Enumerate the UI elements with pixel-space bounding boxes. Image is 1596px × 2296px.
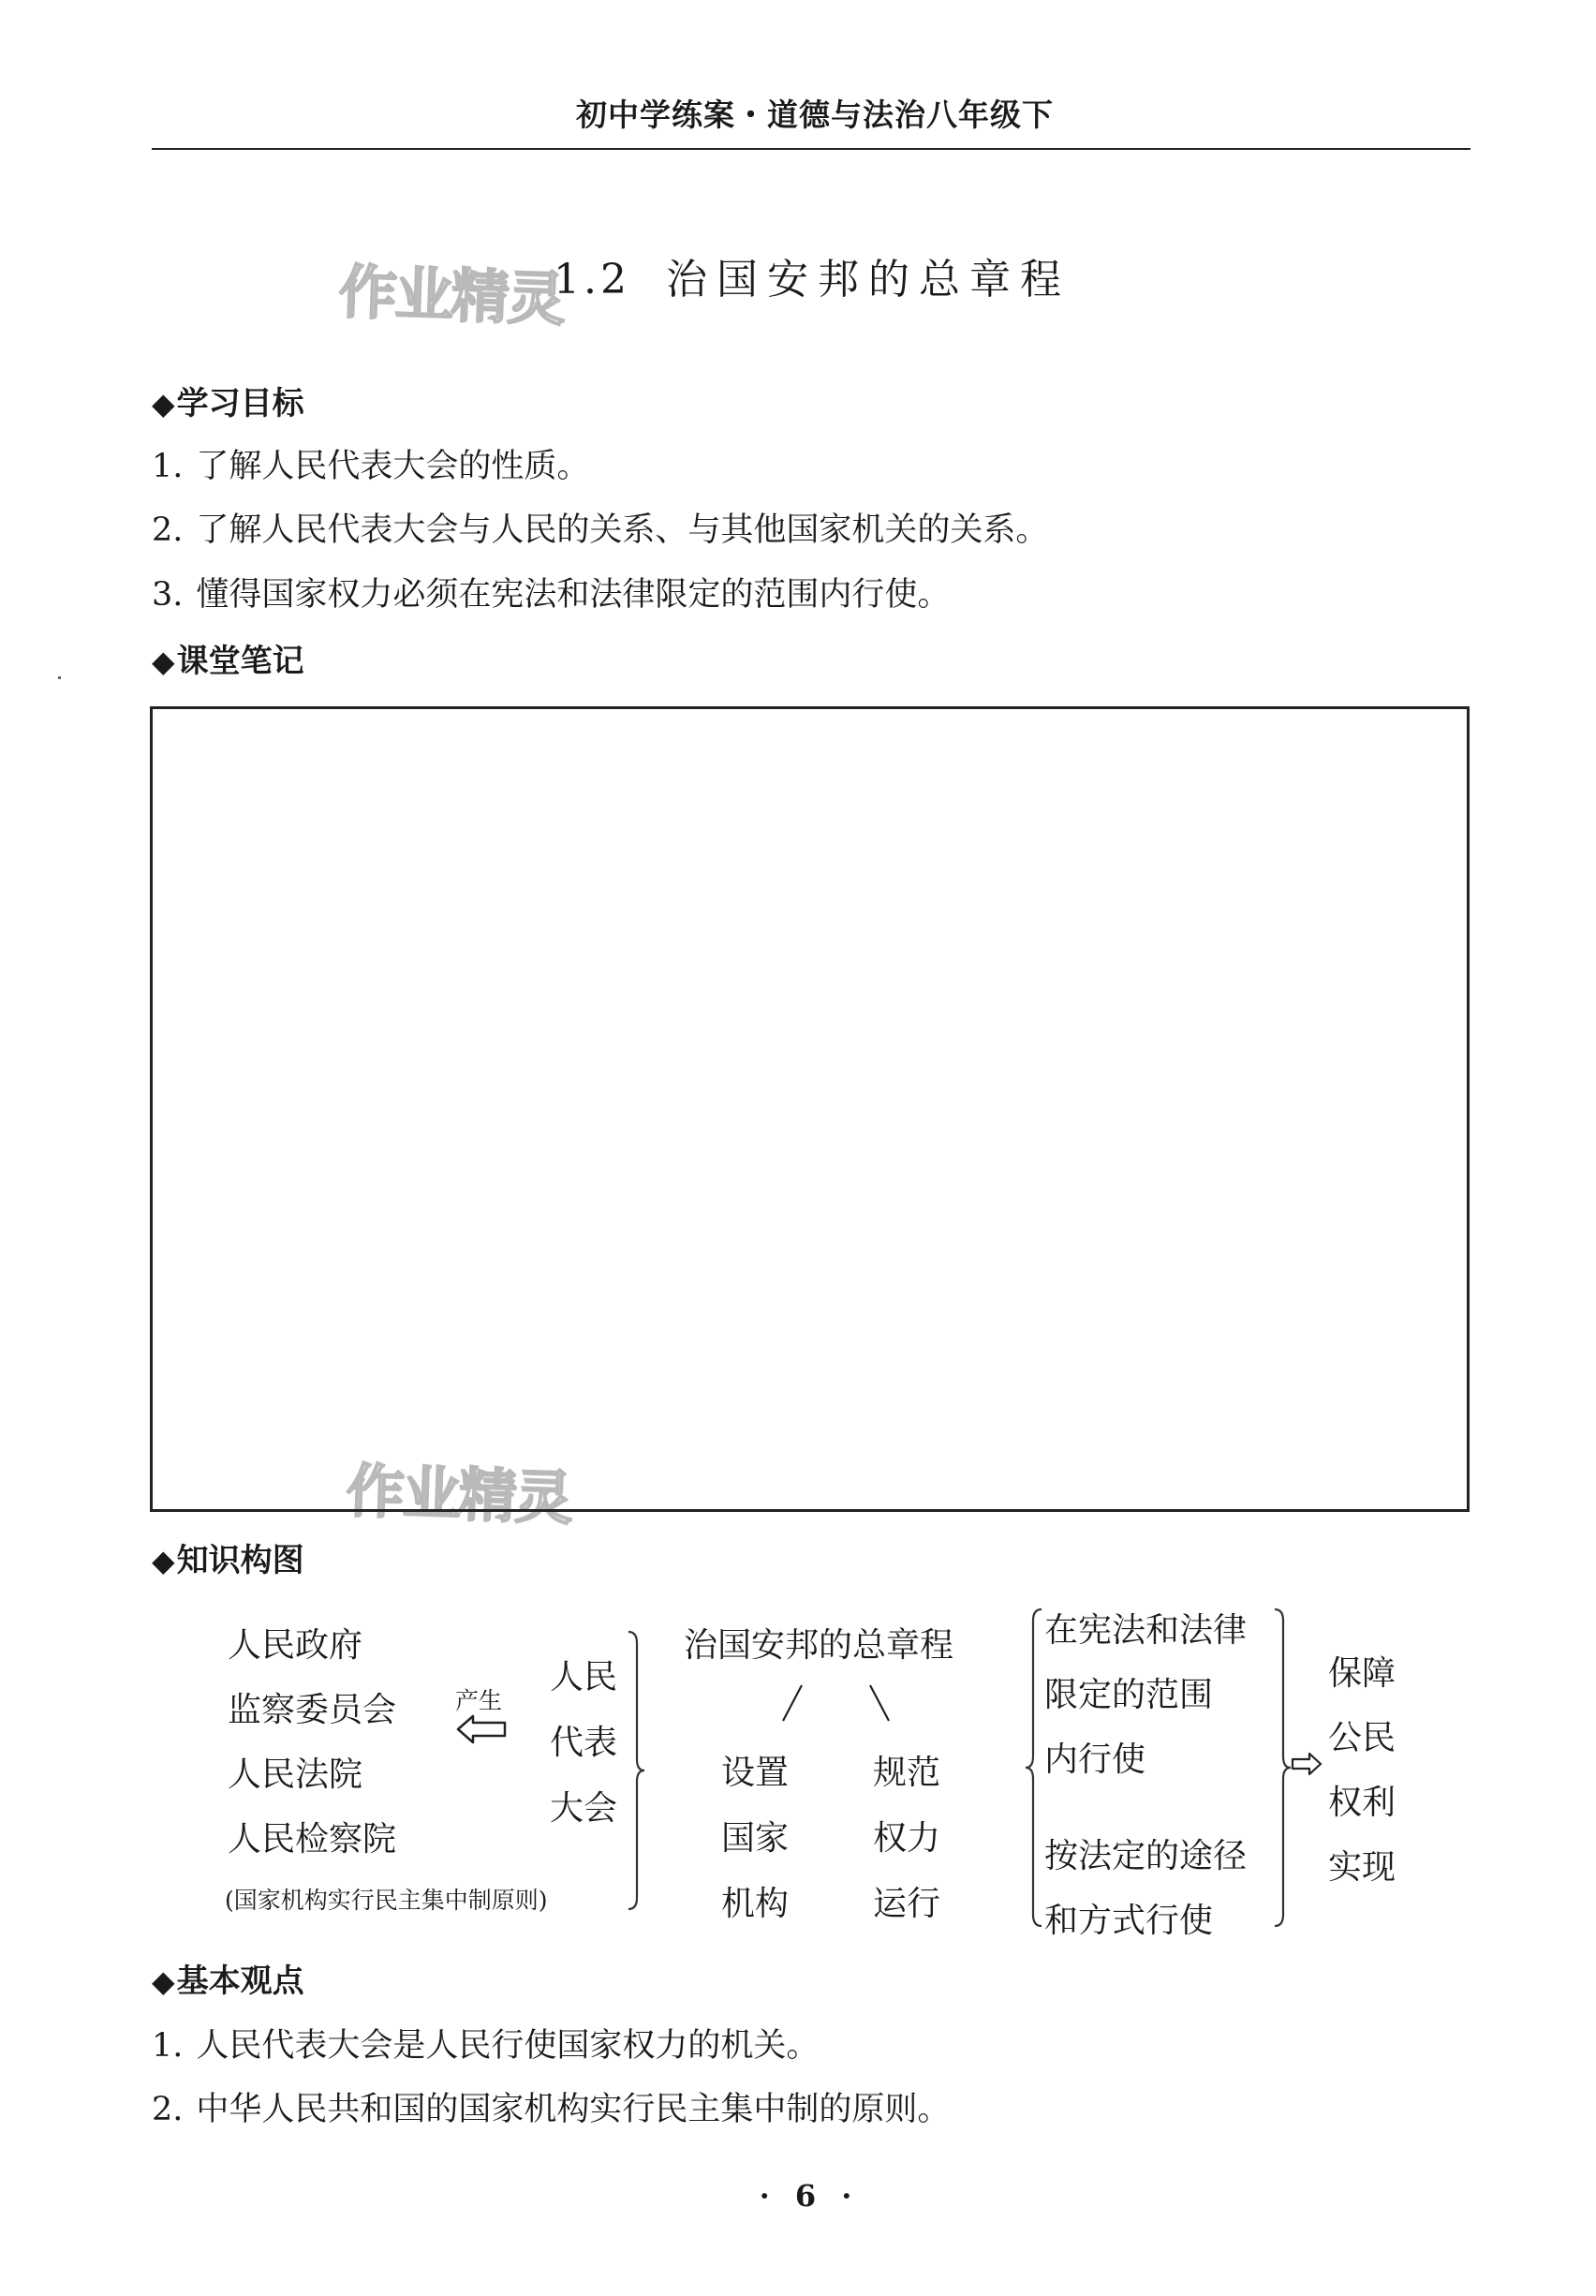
basic-view-item: 2. 中华人民共和国的国家机构实行民主集中制的原则。 [152,2091,951,2128]
exercise-line-3: 内行使 [1044,1741,1146,1779]
right-branch-3: 运行 [873,1885,941,1923]
knowledge-map-heading: ◆知识构图 [152,1542,304,1579]
map-center-title: 治国安邦的总章程 [684,1626,954,1665]
diamond-bullet-icon: ◆ [152,386,175,422]
principle-note: (国家机构实行民主集中制原则) [225,1887,548,1914]
organ-people-government: 人民政府 [228,1626,363,1665]
watermark-notes: 作业精灵 [345,1456,573,1533]
left-brace-exercise [1024,1607,1044,1928]
right-branch-2: 权力 [873,1819,941,1858]
result-3: 权利 [1328,1784,1396,1822]
learning-goal-item: 2. 了解人民代表大会与人民的关系、与其他国家机关的关系。 [152,511,1049,549]
right-branch-1: 规范 [873,1754,941,1792]
produce-label: 产生 [455,1687,503,1714]
watermark-top: 作业精灵 [337,257,566,334]
chapter-number: 1.2 [554,256,630,304]
exercise-line-2: 限定的范围 [1044,1676,1214,1714]
exercise-line-1: 在宪法和法律 [1044,1611,1248,1650]
exercise-line-5: 和方式行使 [1044,1902,1214,1940]
learning-goal-item: 1. 了解人民代表大会的性质。 [152,448,590,485]
organ-procuratorate: 人民检察院 [228,1820,397,1859]
right-brace-exercise [1272,1607,1293,1928]
diamond-bullet-icon: ◆ [152,1963,175,1999]
result-4: 实现 [1328,1848,1396,1887]
organ-supervisory-commission: 监察委员会 [228,1691,397,1729]
npc-char-3: 大会 [550,1789,618,1828]
npc-char-2: 代表 [550,1724,618,1762]
class-notes-heading: ◆课堂笔记 [152,643,304,680]
left-branch-3: 机构 [721,1885,790,1923]
right-branch-line [866,1681,894,1725]
left-hollow-arrow-icon [456,1712,507,1746]
class-notes-box[interactable] [150,706,1470,1512]
learning-goal-item: 3. 懂得国家权力必须在宪法和法律限定的范围内行使。 [152,576,951,614]
chapter-name: 治国安邦的总章程 [665,256,1071,304]
learning-goals-heading: ◆学习目标 [152,385,304,422]
npc-char-1: 人民 [550,1658,618,1696]
chapter-title [554,245,1071,305]
right-hollow-arrow-icon [1291,1752,1323,1776]
header-divider [152,148,1470,150]
scan-speck [58,676,61,679]
diamond-bullet-icon: ◆ [152,644,175,679]
result-1: 保障 [1328,1654,1396,1693]
right-brace-npc [626,1630,646,1911]
result-2: 公民 [1328,1719,1396,1757]
basic-views-heading: ◆基本观点 [152,1963,304,2000]
left-branch-2: 国家 [721,1819,790,1858]
left-branch-1: 设置 [721,1754,790,1792]
organ-people-court: 人民法院 [228,1755,363,1794]
basic-view-item: 1. 人民代表大会是人民行使国家权力的机关。 [152,2027,820,2065]
diamond-bullet-icon: ◆ [152,1543,175,1578]
exercise-line-4: 按法定的途径 [1044,1837,1248,1875]
running-header: 初中学练案・道德与法治八年级下 [576,96,1054,133]
page-number: · 6 · [759,2178,860,2214]
left-branch-line [777,1681,805,1725]
